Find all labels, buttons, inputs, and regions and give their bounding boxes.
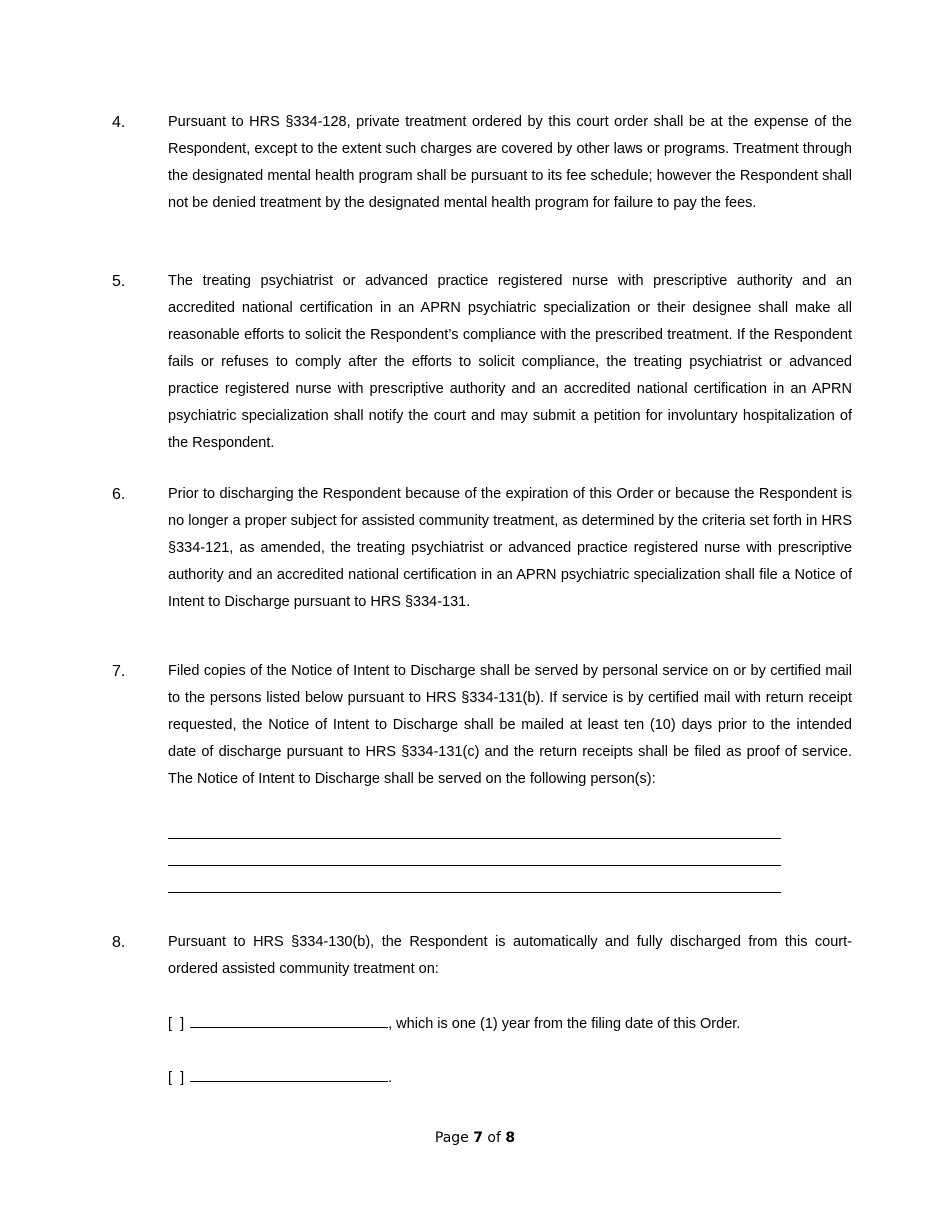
option-checkbox[interactable]: [ ] xyxy=(168,1070,185,1086)
footer-middle: of xyxy=(482,1130,506,1146)
paragraph-text: Pursuant to HRS §334-130(b), the Respondent is automatically and fully discharged from this court-ordered assisted community treatment on: xyxy=(168,934,852,977)
person-blank-line[interactable] xyxy=(168,865,781,866)
option-checkbox[interactable]: [ ] xyxy=(168,1016,185,1032)
total-pages: 8 xyxy=(505,1130,516,1146)
discharge-option-2 xyxy=(168,1067,392,1088)
paragraph-number: 4. xyxy=(112,114,126,131)
paragraph-number: 5. xyxy=(112,273,126,290)
paragraph-text: Prior to discharging the Respondent because of the expiration of this Order or because the Respondent is no longer a proper subject for assisted community treatment, as determined by the criteria set forth in HRS §334-121, as amended, the treating psychiatrist or advanced practice registered nurse with prescriptive authority and an accredited national certification in an APRN psychiatric specialization shall file a Notice of Intent to Discharge pursuant to HRS §334-131. xyxy=(168,486,852,610)
page-footer xyxy=(0,1130,950,1146)
person-blank-line[interactable] xyxy=(168,892,781,893)
paragraph-text: The treating psychiatrist or advanced practice registered nurse with prescriptive authority and an accredited national certification in an APRN psychiatric specialization or their designee shall make all reasonable efforts to solicit the Respondent’s compliance with the prescribed treatment. If the Respondent fails or refuses to comply after the efforts to solicit compliance, the treating psychiatrist or advanced practice registered nurse with prescriptive authority and an accredited national certification in an APRN psychiatric specialization shall notify the court and may submit a petition for involuntary hospitalization of the Respondent. xyxy=(168,273,852,451)
paragraph-number: 8. xyxy=(112,934,126,951)
paragraph-text: Pursuant to HRS §334-128, private treatment ordered by this court order shall be at the expense of the Respondent, except to the extent such charges are covered by other laws or programs. Treatment through the designated mental health program shall be pursuant to its fee schedule; however the Respondent shall not be denied treatment by the designated mental health program for failure to pay the fees. xyxy=(168,114,852,211)
date-blank-line[interactable] xyxy=(190,1067,388,1082)
person-blank-line[interactable] xyxy=(168,838,781,839)
current-page: 7 xyxy=(473,1130,483,1146)
discharge-option-1 xyxy=(168,1013,740,1034)
footer-prefix: Page xyxy=(434,1130,474,1146)
option-text: . xyxy=(388,1070,393,1086)
paragraph-number: 6. xyxy=(112,486,126,503)
option-text: , which is one (1) year from the filing date of this Order. xyxy=(388,1016,741,1032)
paragraph-text: Filed copies of the Notice of Intent to Discharge shall be served by personal service on or by certified mail to the persons listed below pursuant to HRS §334-131(b). If service is by certified mail with return receipt requested, the Notice of Intent to Discharge shall be mailed at least ten (10) days prior to the intended date of discharge pursuant to HRS §334-131(c) and the return receipts shall be filed as proof of service. The Notice of Intent to Discharge shall be served on the following person(s): xyxy=(168,663,852,787)
paragraph-number: 7. xyxy=(112,663,126,680)
date-blank-line[interactable] xyxy=(190,1013,388,1028)
